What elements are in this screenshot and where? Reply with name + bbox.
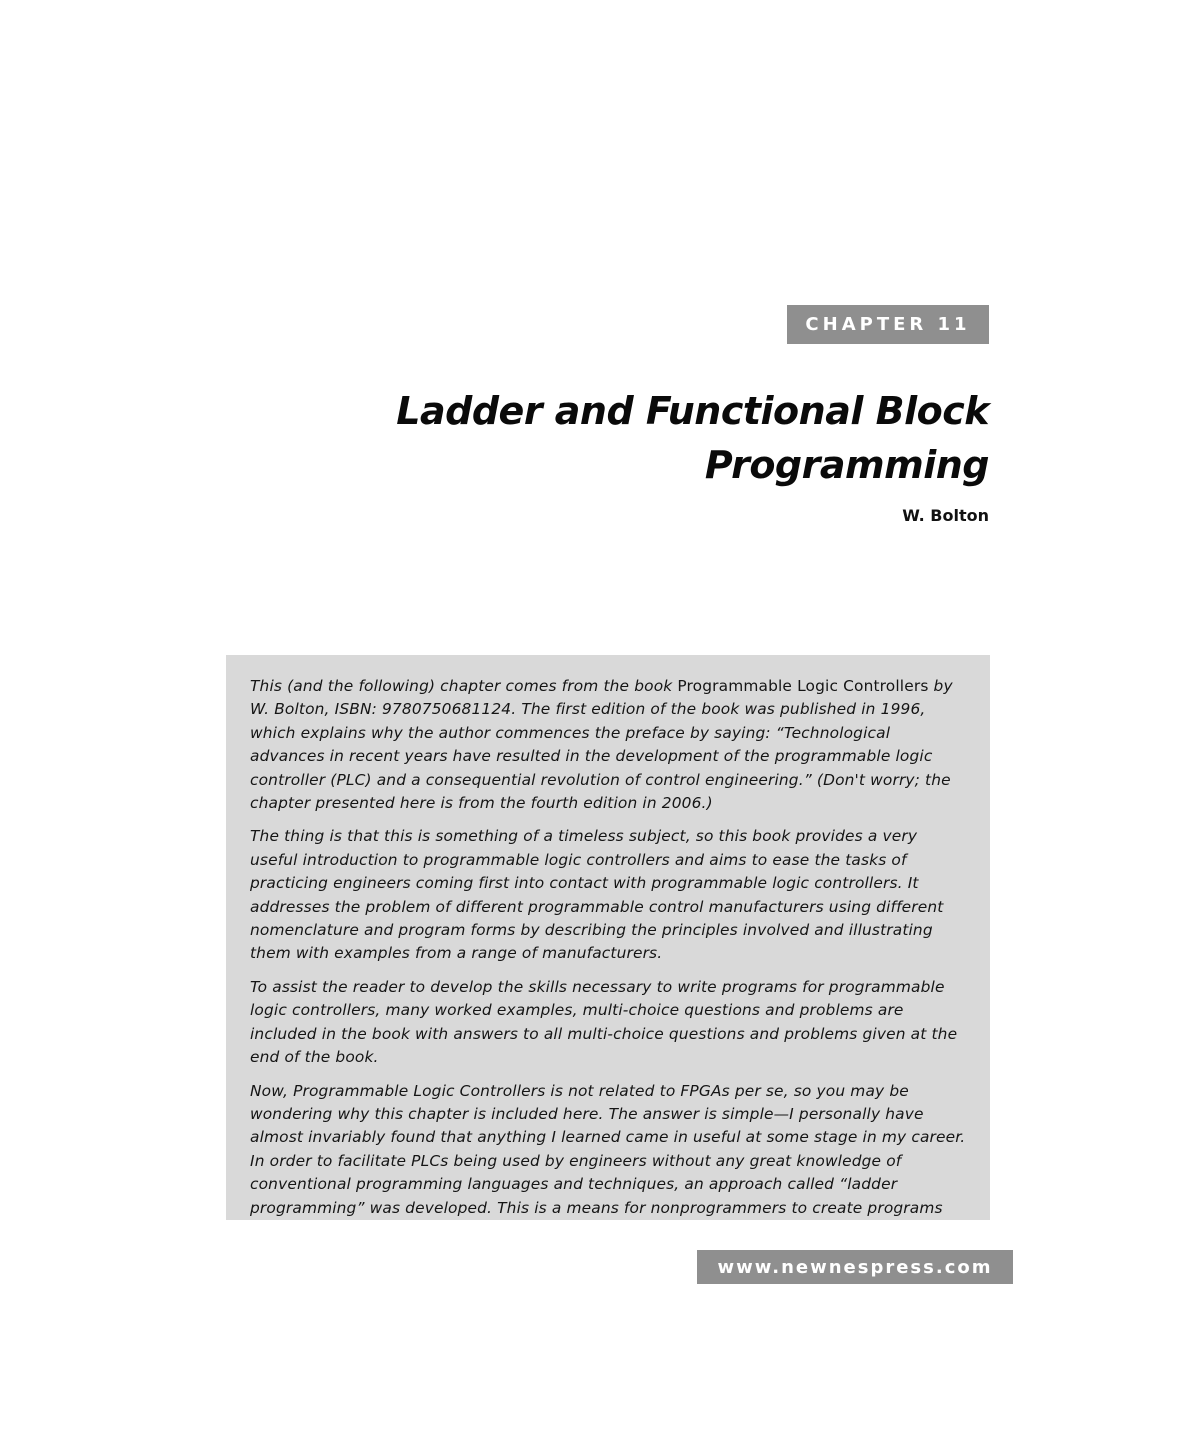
- intro-paragraph-4: Now, Programmable Logic Controllers is not related to FPGAs per se, so you may be wondering why this chapter is included here. The answer is simple—I personally have almost invariably found that anything I learned came in useful at some stage in my career. In order to facilitate PLCs being used by engineers without any great knowledge of conventional programming languages and techniques, an approach called “ladder programming” was developed. This is a means for nonprogrammers to create programs: [250, 1081, 966, 1217]
- intro-p1-before: This (and the following) chapter comes from the book: [250, 677, 678, 695]
- chapter-title-line-1: Ladder and Functional Block: [396, 389, 989, 433]
- intro-paragraph-3: To assist the reader to develop the skills necessary to write programs for programmable logic controllers, many worked examples, multi-choice questions and problems are included in the book with answers to all multi-choice questions and problems given at the end of the book.: [250, 977, 958, 1067]
- chapter-title: [300, 384, 989, 492]
- intro-paragraph-1: [250, 675, 968, 815]
- chapter-author: W. Bolton: [902, 506, 989, 525]
- book-title: Programmable Logic Controllers: [677, 677, 929, 695]
- intro-paragraph-2: The thing is that this is something of a timeless subject, so this book provides a very useful introduction to programmable logic controllers and aims to ease the tasks of practicing engineers coming first into contact with programmable logic controllers. It addresses the problem of different programmable control manufacturers using different nomenclature and program forms by describing the principles involved and illustrating them with examples from a range of manufacturers.: [250, 827, 944, 963]
- intro-p1-after: by W. Bolton, ISBN: 9780750681124. The first edition of the book was published in 1996, which explains why the author commences the preface by saying: “Technological advances in recent years have resulted in the development of the programmable logic controller (PLC) and a consequential revolution of control engineering.” (Don't worry; the chapter presented here is from the fourth edition in 2006.): [250, 677, 953, 813]
- footer-url[interactable]: www.newnespress.com: [697, 1250, 1013, 1284]
- chapter-label: CHAPTER 11: [787, 305, 989, 344]
- intro-note-box: [226, 655, 990, 1220]
- chapter-title-line-2: Programming: [704, 443, 989, 487]
